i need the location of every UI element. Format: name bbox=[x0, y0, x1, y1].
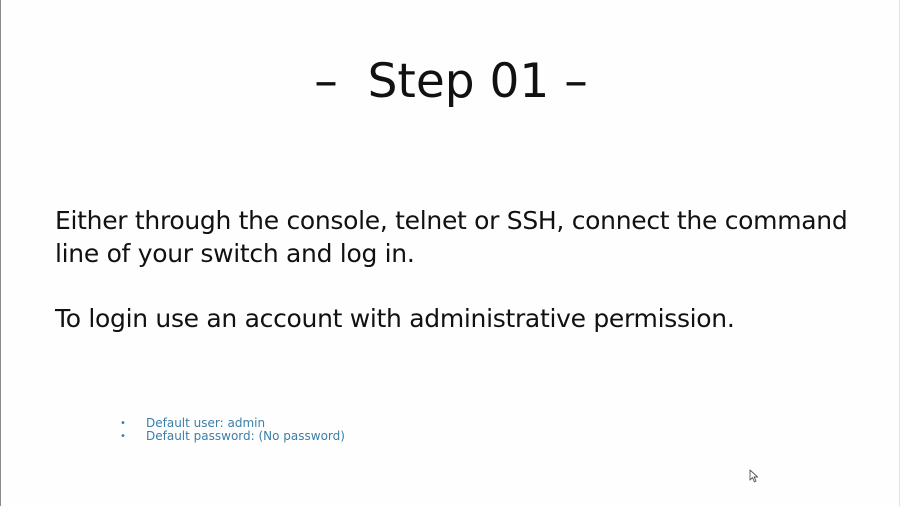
paragraph-login: To login use an account with administrative permission. bbox=[55, 304, 735, 333]
bullet-icon: • bbox=[120, 418, 126, 429]
title-right-dash: – bbox=[564, 54, 588, 109]
slide-title bbox=[1, 52, 900, 112]
paragraph-connect: Either through the console, telnet or SSH, connect the command line of your switch and log in. bbox=[55, 206, 848, 268]
title-left-dash: – bbox=[314, 54, 338, 109]
mouse-pointer-icon bbox=[749, 469, 759, 483]
default-password-text: Default password: (No password) bbox=[146, 429, 345, 443]
slide-body bbox=[55, 204, 875, 335]
bullet-icon: • bbox=[120, 431, 126, 442]
default-credentials-list bbox=[120, 417, 345, 443]
default-user-text: Default user: admin bbox=[146, 416, 266, 430]
title-text: Step 01 bbox=[367, 54, 550, 109]
list-item bbox=[120, 430, 345, 443]
